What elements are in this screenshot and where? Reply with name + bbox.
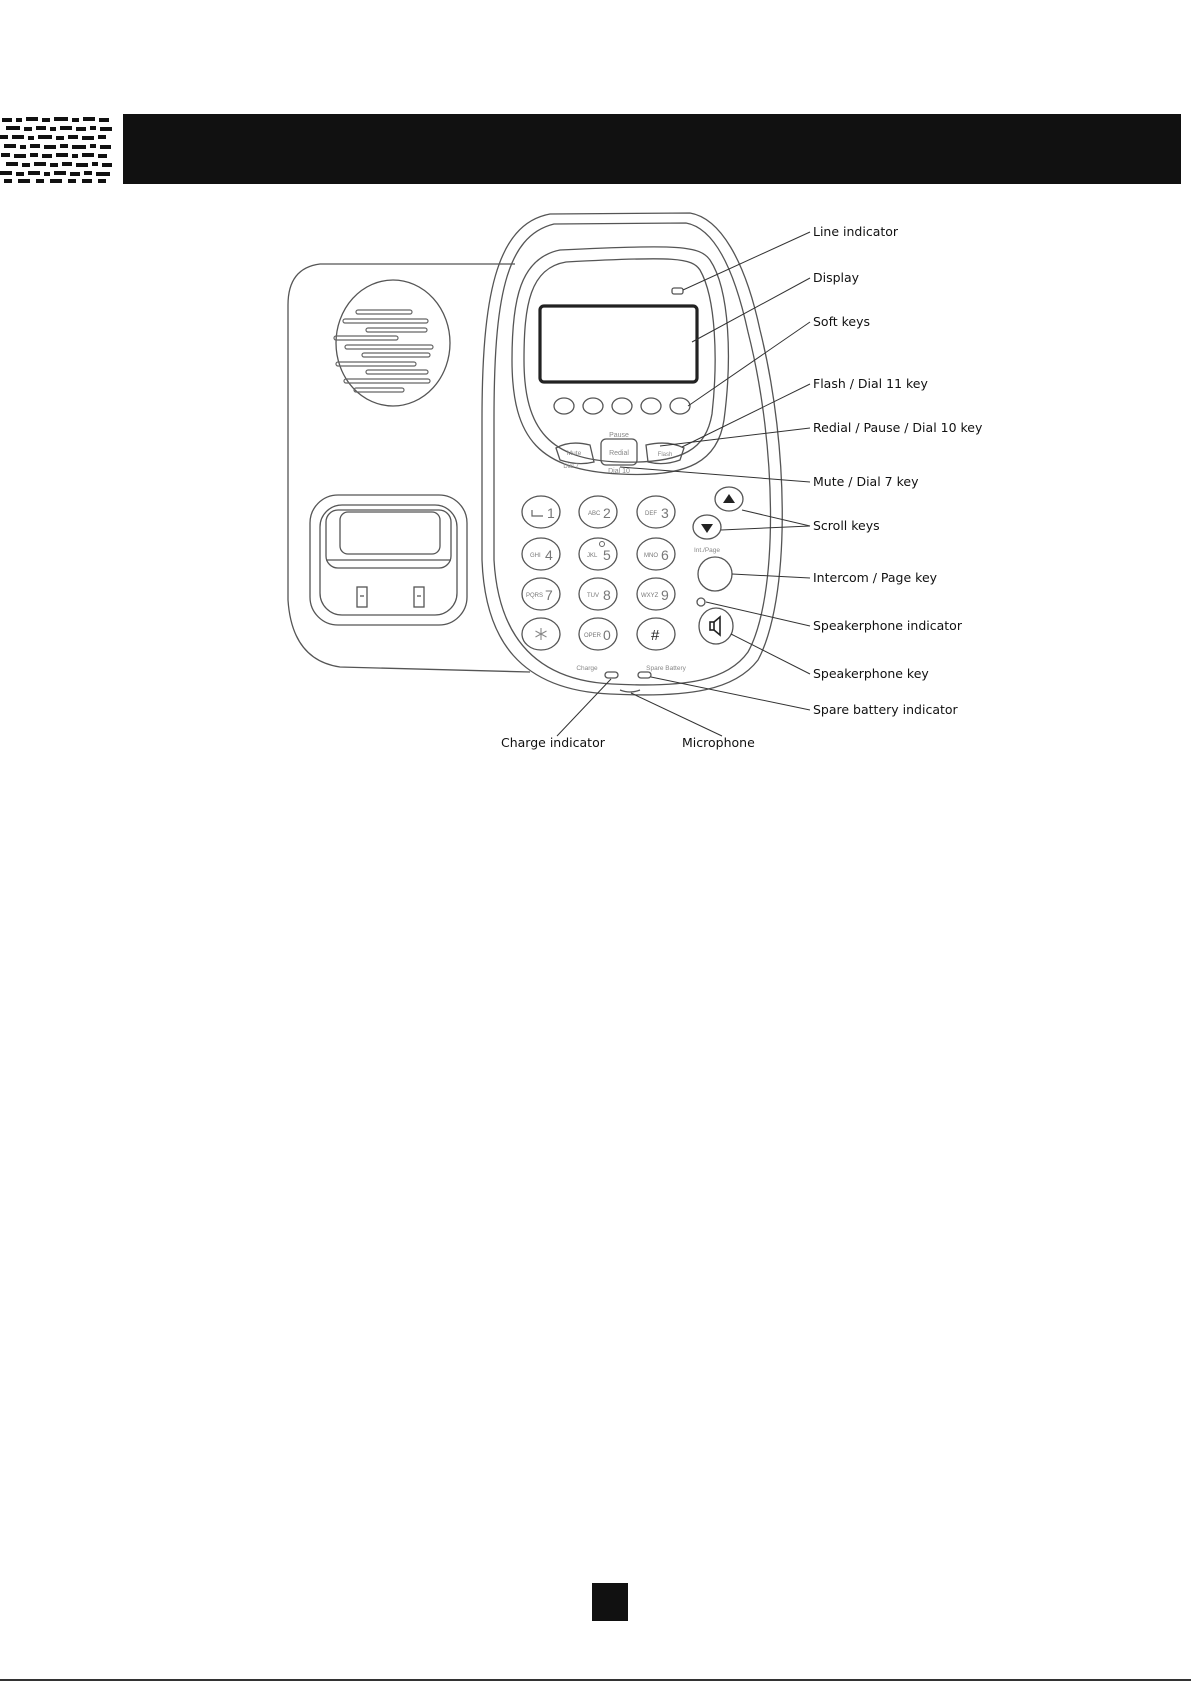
jkl-dot [600,542,605,547]
label-soft-keys: Soft keys [813,314,871,329]
callout-line [692,278,810,342]
label-speakerphone-indicator: Speakerphone indicator [813,618,962,633]
display-screen [540,306,697,382]
key-digit: 9 [661,587,669,603]
label-scroll-keys: Scroll keys [813,518,880,533]
intpage-text: Int./Page [693,547,721,554]
footer-rule [0,1679,1191,1681]
key-digit: 7 [545,587,553,603]
label-display: Display [813,270,860,285]
key-digit: 4 [545,547,553,563]
label-line-indicator: Line indicator [813,224,899,239]
key-letters: OPER [584,633,602,639]
label-microphone: Microphone [682,735,755,750]
callout-line [660,428,810,446]
label-speakerphone-key: Speakerphone key [813,666,929,681]
line-indicator-led [672,288,683,294]
key-letters: JKL [587,553,598,559]
mute-text: Mute [566,450,582,457]
scroll-down-arrow [701,524,713,533]
key-letters: ABC [588,511,601,517]
label-flash-key: Flash / Dial 11 key [813,376,928,391]
intercom-key [698,557,732,591]
label-intercom-key: Intercom / Page key [813,570,938,585]
key-digit: # [651,627,660,644]
key-digit: 0 [603,627,611,643]
console-inner [494,223,771,685]
phone-diagram [0,0,1191,800]
spare-battery-led [638,672,651,678]
key-letters: WXYZ [641,593,659,599]
microphone [620,690,640,692]
dial10-text: Dial 10 [608,468,630,475]
key-digit: 6 [661,547,669,563]
speakerphone-key [699,608,733,644]
dial7-text: Dial 7 [563,464,579,470]
key-letters: GHI [530,553,541,559]
speaker-grille [336,280,450,406]
soft-keys [554,398,690,414]
spare-battery-text: Spare Battery [646,665,686,672]
key-digit: 5 [603,547,611,563]
callout-line [742,510,810,526]
pause-text: Pause [609,432,629,439]
speaker-slots [334,310,433,392]
enter-glyph [532,510,543,516]
callout-line [721,526,810,530]
callout-line [631,693,722,736]
key-letters: TUV [587,593,599,599]
key-digit: 2 [603,505,611,521]
callout-line [706,602,810,626]
label-mute-key: Mute / Dial 7 key [813,474,919,489]
speaker-icon [710,617,720,635]
charge-led [605,672,618,678]
key-letters: PQRS [526,593,544,599]
callout-line [731,634,810,674]
key-digit: 8 [603,587,611,603]
speakerphone-led [697,598,705,606]
key-letters: DEF [645,511,657,517]
redial-text: Redial [609,450,629,457]
handset-cradle [310,495,467,625]
key-letters: MNO [644,553,658,559]
page-number-box [592,1583,628,1621]
scroll-up-arrow [723,494,735,503]
label-redial-key: Redial / Pause / Dial 10 key [813,420,983,435]
label-spare-battery-indicator: Spare battery indicator [813,702,958,717]
star-glyph [536,628,547,640]
key-digit: 3 [661,505,669,521]
label-charge-indicator: Charge indicator [501,735,605,750]
flash-text: Flash [657,452,673,458]
charge-text: Charge [576,665,598,672]
callout-line [682,384,810,447]
key-digit: 1 [547,505,555,521]
callout-line [732,574,810,578]
